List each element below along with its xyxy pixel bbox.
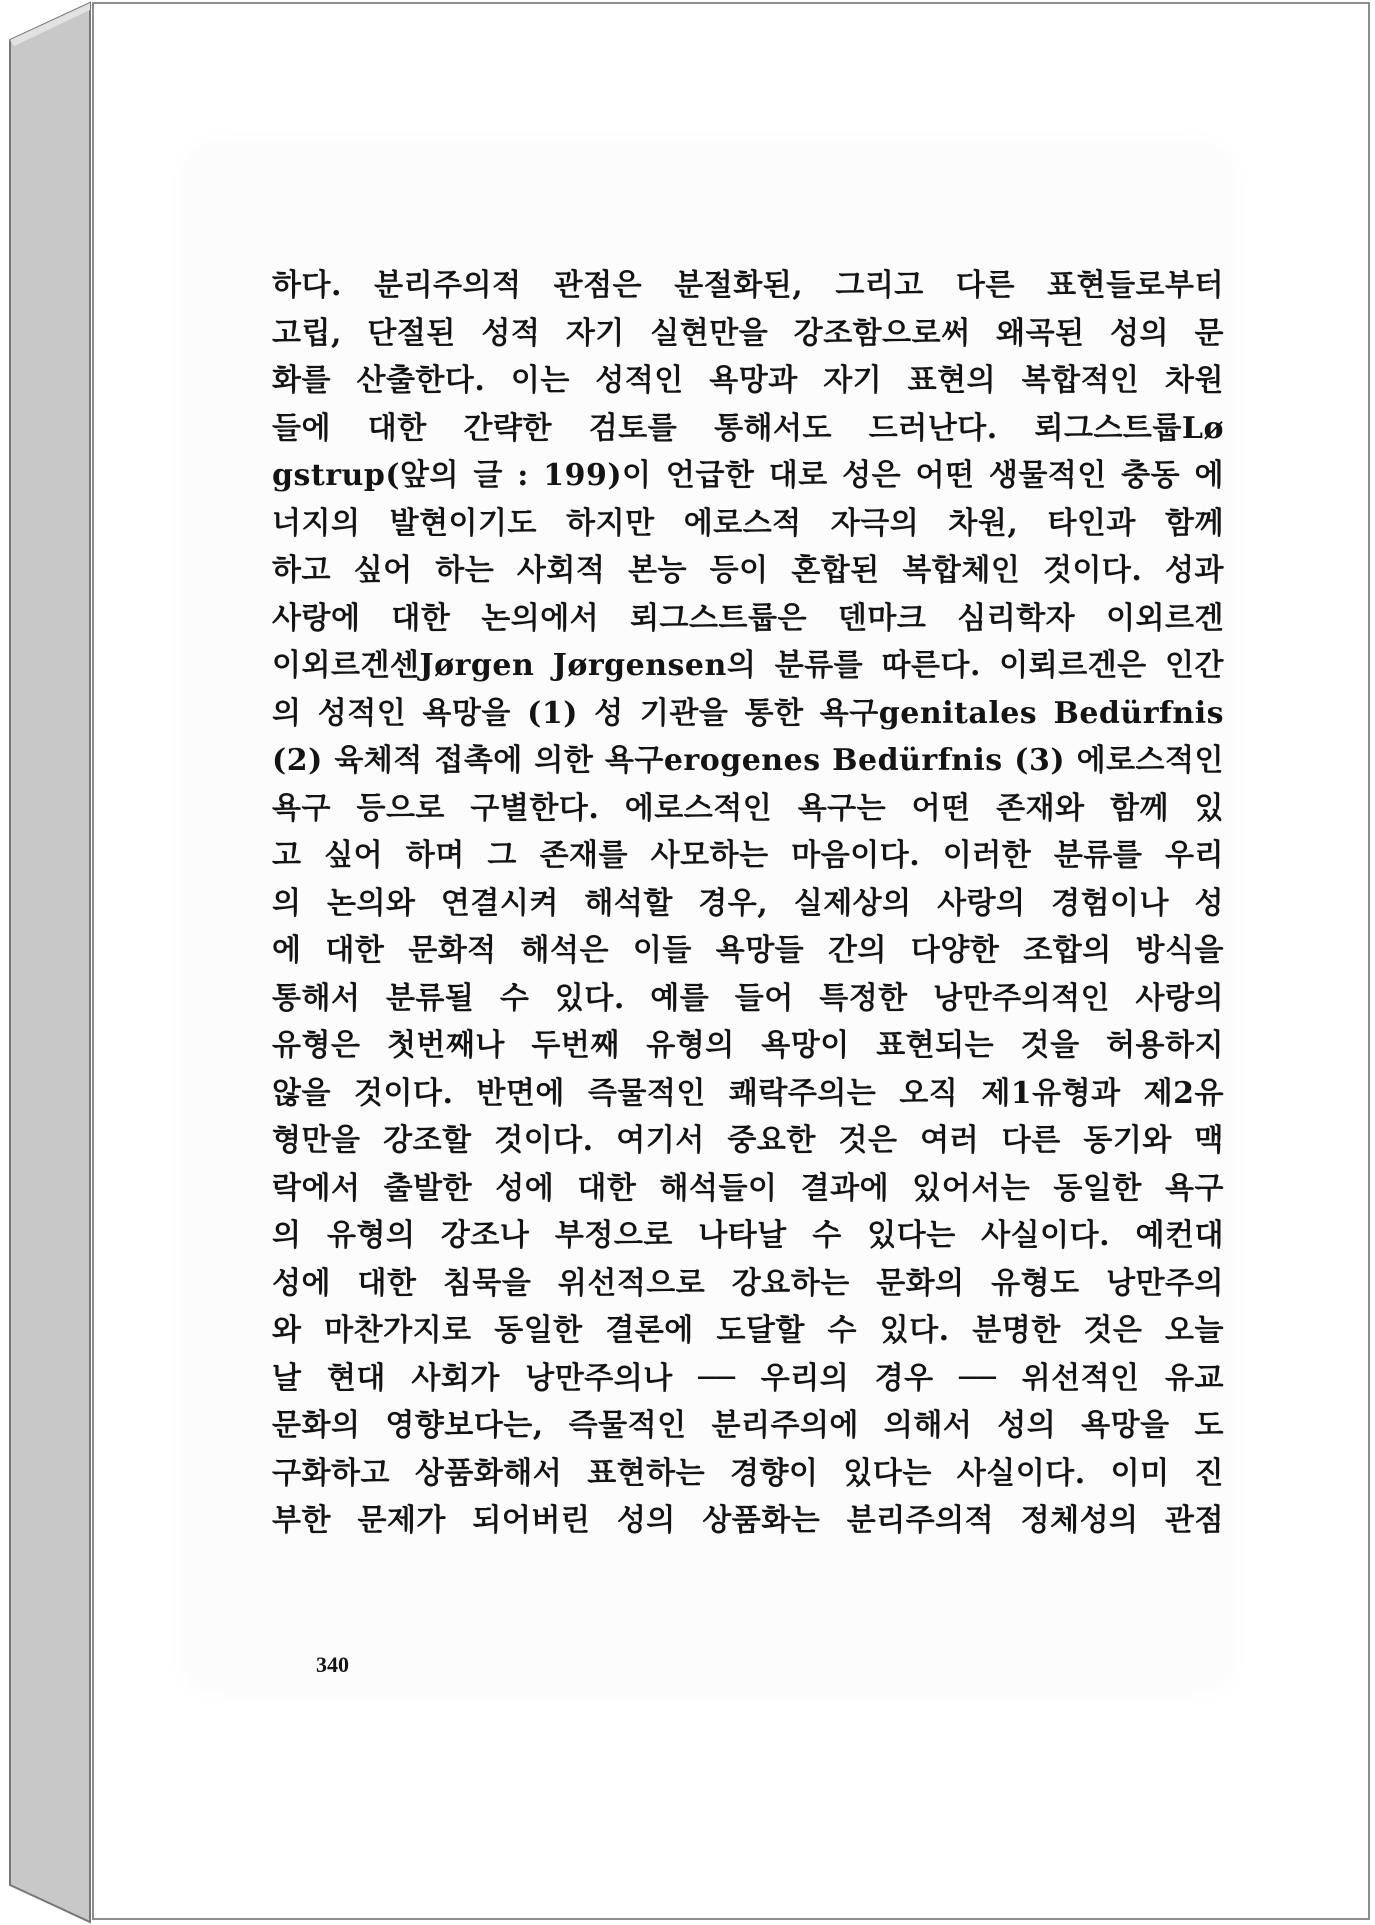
text-line: (2) 육체적 접촉에 의한 욕구erogenes Bedürfnis (3) 에로스적인 <box>272 743 1224 778</box>
text-line: 너지의 발현이기도 하지만 에로스적 자극의 차원, 타인과 함께 <box>272 505 1224 541</box>
text-line: 유형은 첫번째나 두번째 유형의 욕망이 표현되는 것을 허용하지 <box>272 1028 1224 1063</box>
text-line: 부한 문제가 되어버린 성의 상품화는 분리주의적 정체성의 관점 <box>272 1503 1224 1538</box>
text-line: 문화의 영향보다는, 즉물적인 분리주의에 의해서 성의 욕망을 도 <box>272 1408 1224 1443</box>
text-line: 와 마찬가지로 동일한 결론에 도달할 수 있다. 분명한 것은 오늘 <box>272 1313 1224 1348</box>
text-line: 고 싶어 하며 그 존재를 사모하는 마음이다. 이러한 분류를 우리 <box>272 838 1224 873</box>
text-line: 의 유형의 강조나 부정으로 나타날 수 있다는 사실이다. 예컨대 <box>272 1218 1224 1253</box>
text-line: 의 성적인 욕망을 (1) 성 기관을 통한 욕구genitales Bedürfnis <box>272 695 1224 731</box>
text-line: 락에서 출발한 성에 대한 해석들이 결과에 있어서는 동일한 욕구 <box>272 1170 1224 1206</box>
text-line: 들에 대한 간략한 검토를 통해서도 드러난다. 뢰그스트룹Lø <box>272 410 1224 446</box>
body-text <box>272 262 1224 1545</box>
text-line: 형만을 강조할 것이다. 여기서 중요한 것은 여러 다른 동기와 맥 <box>272 1123 1224 1158</box>
text-line: 욕구 등으로 구별한다. 에로스적인 욕구는 어떤 존재와 함께 있 <box>272 790 1224 826</box>
text-line: 에 대한 문화적 해석은 이들 욕망들 간의 다양한 조합의 방식을 <box>272 933 1224 968</box>
text-line: 통해서 분류될 수 있다. 예를 들어 특정한 낭만주의적인 사랑의 <box>272 980 1224 1016</box>
text-line: 사랑에 대한 논의에서 뢰그스트룹은 덴마크 심리학자 이외르겐 <box>272 600 1224 636</box>
text-line: 이외르겐센Jørgen Jørgensen의 분류를 따른다. 이뢰르겐은 인간 <box>272 648 1224 683</box>
text-line: 성에 대한 침묵을 위선적으로 강요하는 문화의 유형도 낭만주의 <box>272 1265 1224 1301</box>
text-line: 구화하고 상품화해서 표현하는 경향이 있다는 사실이다. 이미 진 <box>272 1455 1224 1491</box>
text-line: 날 현대 사회가 낭만주의나 ── 우리의 경우 ── 위선적인 유교 <box>272 1360 1224 1396</box>
text-line: 고립, 단절된 성적 자기 실현만을 강조함으로써 왜곡된 성의 문 <box>272 315 1224 351</box>
text-line: 하고 싶어 하는 사회적 본능 등이 혼합된 복합체인 것이다. 성과 <box>272 553 1224 588</box>
text-line: 하다. 분리주의적 관점은 분절화된, 그리고 다른 표현들로부터 <box>272 268 1224 303</box>
text-line: 않을 것이다. 반면에 즉물적인 쾌락주의는 오직 제1유형과 제2유 <box>272 1075 1224 1111</box>
text-line: 의 논의와 연결시켜 해석할 경우, 실제상의 사랑의 경험이나 성 <box>272 885 1224 921</box>
text-line: 화를 산출한다. 이는 성적인 욕망과 자기 표현의 복합적인 차원 <box>272 363 1224 398</box>
page-number: 340 <box>316 1652 349 1677</box>
text-line: gstrup(앞의 글 : 199)이 언급한 대로 성은 어떤 생물적인 충동 에 <box>272 458 1224 493</box>
